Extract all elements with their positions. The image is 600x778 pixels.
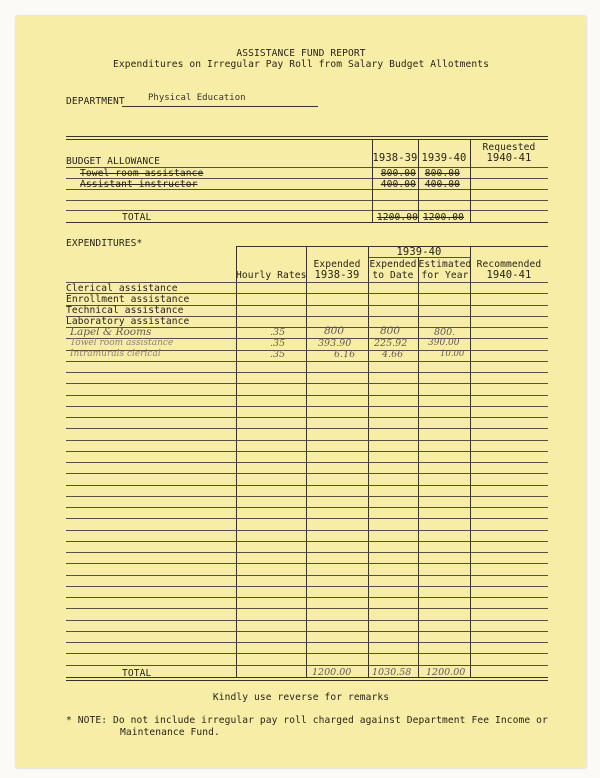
exp-total-estimated: 1200.00 xyxy=(426,667,466,678)
exp-row-rule xyxy=(66,496,548,497)
budget-item-1938: 800.00 xyxy=(380,168,416,179)
department-value: Physical Education xyxy=(148,93,246,103)
remarks-note: Kindly use reverse for remarks xyxy=(212,692,390,703)
handwritten-row-label: Lapel & Rooms xyxy=(70,326,152,338)
department-label: DEPARTMENT xyxy=(66,96,125,107)
exp-item-label: Enrollment assistance xyxy=(66,294,190,305)
exp-row-rule xyxy=(66,665,548,666)
budget-col-1939: 1939-40 xyxy=(421,152,467,164)
handwritten-row-todate: 225.92 xyxy=(374,338,408,349)
footnote-line-2: Maintenance Fund. xyxy=(120,727,220,738)
budget-item-1938: 400.00 xyxy=(380,179,416,190)
budget-total-1938: 1200.00 xyxy=(376,212,418,223)
exp-row-rule xyxy=(66,507,548,508)
handwritten-row-todate: 4.66 xyxy=(382,349,404,360)
handwritten-row-estimated: 390.00 xyxy=(428,338,460,348)
exp-row-rule xyxy=(66,552,548,553)
exp-row-rule xyxy=(66,428,548,429)
budget-top-rule xyxy=(66,136,548,137)
report-title: ASSISTANCE FUND REPORT xyxy=(236,48,366,59)
budget-total-label: TOTAL xyxy=(122,212,152,223)
budget-total-1939: 1200.00 xyxy=(422,212,464,223)
exp-total-expended: 1200.00 xyxy=(312,667,352,678)
handwritten-row-label: Intramurals clerical xyxy=(70,349,161,359)
budget-top-rule-2 xyxy=(66,139,548,140)
exp-row-rule xyxy=(66,620,548,621)
exp-row-rule xyxy=(66,361,548,362)
budget-item-label: Assistant instructor xyxy=(80,179,198,190)
exp-row-rule xyxy=(66,451,548,452)
report-sheet xyxy=(16,16,586,768)
budget-col-divider xyxy=(418,139,419,222)
exp-row-rule xyxy=(66,586,548,587)
exp-col-todate-2: to Date xyxy=(372,270,414,281)
exp-item-label: Technical assistance xyxy=(66,305,184,316)
exp-col-todate: Expended xyxy=(369,259,417,270)
exp-row-rule xyxy=(66,462,548,463)
handwritten-row-estimated: 10.00 xyxy=(440,349,465,359)
handwritten-row-expended: 800 xyxy=(324,325,345,337)
exp-row-rule xyxy=(66,575,548,576)
exp-col-estimated: Estimated xyxy=(418,259,472,270)
exp-row-rule xyxy=(66,642,548,643)
exp-row-rule xyxy=(66,417,548,418)
exp-item-label: Laboratory assistance xyxy=(66,316,190,327)
exp-row-rule xyxy=(66,406,548,407)
exp-item-label: Clerical assistance xyxy=(66,283,178,294)
exp-col-hourly: Hourly Rates xyxy=(236,270,307,281)
expenditures-label: EXPENDITURES* xyxy=(66,238,143,249)
report-subtitle: Expenditures on Irregular Pay Roll from Salary Budget Allotments xyxy=(112,59,490,70)
budget-item-label: Towel room assistance xyxy=(80,168,204,179)
budget-col-requested: Requested xyxy=(482,142,536,153)
exp-col-estimated-2: for Year xyxy=(421,270,469,281)
handwritten-row-expended: 6.16 xyxy=(334,349,356,360)
exp-col-expended-year: 1938-39 xyxy=(314,269,360,281)
exp-row-rule xyxy=(66,530,548,531)
exp-col-recommended: Recommended xyxy=(476,259,542,270)
handwritten-row-rate: .35 xyxy=(270,327,286,338)
exp-total-todate: 1030.58 xyxy=(372,667,412,678)
budget-allowance-label: BUDGET ALLOWANCE xyxy=(66,156,161,167)
handwritten-row-rate: .35 xyxy=(270,349,286,360)
exp-bottom-rule-2 xyxy=(66,680,548,681)
exp-row-rule xyxy=(66,608,548,609)
budget-rule xyxy=(66,210,548,211)
exp-row-rule xyxy=(66,395,548,396)
exp-row-rule xyxy=(66,440,548,441)
exp-row-rule xyxy=(66,597,548,598)
exp-row-rule xyxy=(66,485,548,486)
exp-row-rule xyxy=(66,541,548,542)
handwritten-row-todate: 800 xyxy=(380,325,401,337)
handwritten-row-label: Towel room assistance xyxy=(70,338,174,348)
exp-row-rule xyxy=(66,631,548,632)
exp-col-recommended-year: 1940-41 xyxy=(486,269,532,281)
handwritten-row-rate: .35 xyxy=(270,338,286,349)
exp-row-rule xyxy=(66,653,548,654)
handwritten-row-expended: 393.90 xyxy=(318,338,352,349)
exp-row-rule xyxy=(66,383,548,384)
exp-row-rule xyxy=(66,473,548,474)
handwritten-row-estimated: 800. xyxy=(434,327,456,338)
budget-item-1939: 800.00 xyxy=(424,168,460,179)
exp-col-divider xyxy=(418,257,419,678)
exp-row-rule xyxy=(66,372,548,373)
budget-col-1938: 1938-39 xyxy=(372,152,418,164)
budget-col-requested-year: 1940-41 xyxy=(486,152,532,164)
budget-item-1939: 400.00 xyxy=(424,179,460,190)
exp-row-rule xyxy=(66,563,548,564)
budget-rule xyxy=(66,200,548,201)
exp-total-label: TOTAL xyxy=(122,668,152,679)
exp-col-expended: Expended xyxy=(313,259,361,270)
footnote-line-1: * NOTE: Do not include irregular pay roll charged against Department Fee Income or xyxy=(66,715,548,726)
exp-row-rule xyxy=(66,518,548,519)
exp-col-group-year: 1939-40 xyxy=(396,246,442,258)
department-underline xyxy=(122,106,318,107)
